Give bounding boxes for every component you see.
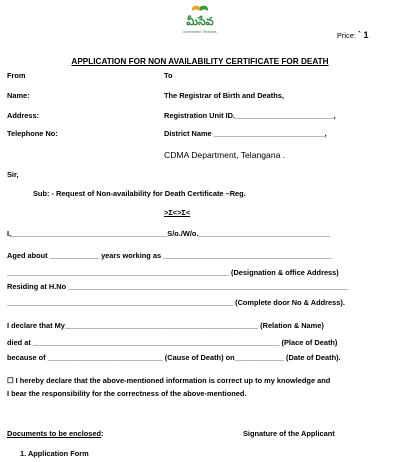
telephone-label: Telephone No: [7, 129, 58, 138]
relation-name-line[interactable]: I declare that My_______________________________________________ (Relation & Name) [7, 321, 324, 330]
logo-tagline: Government. Reaches. [182, 30, 218, 34]
logo-script-text: మీసేవ [186, 15, 214, 28]
price [337, 30, 368, 40]
name-label: Name: [7, 91, 30, 100]
cause-date-line[interactable]: because of ____________________________ (Cause of Death) on____________ (Date of Death). [7, 353, 341, 362]
salutation: Sir, [7, 170, 19, 179]
department-text: CDMA Department, Telangana . [164, 150, 286, 160]
document-item: 1. Application Form [20, 449, 89, 458]
signature-label: Signature of the Applicant [243, 429, 335, 438]
documents-heading [7, 429, 104, 438]
meeseva-logo-graphic [182, 4, 218, 38]
page-title: APPLICATION FOR NON AVAILABILITY CERTIFICATE FOR DEATH [71, 57, 329, 66]
name-relation-line[interactable]: I,______________________________________S/o./W/o.________________________________ [7, 229, 331, 238]
price-label: Price: [337, 31, 356, 40]
declaration-checkbox-line[interactable]: ☐ I hereby declare that the above-mentioned information is correct up to my knowledge and [7, 376, 331, 385]
documents-heading-text: Documents to be enclosed [7, 429, 102, 438]
registration-unit-field[interactable]: Registration Unit ID.________________________, [164, 111, 336, 120]
age-occupation-line[interactable]: Aged about ____________ years working as _________________________________________ [7, 251, 332, 260]
address-line[interactable]: _______________________________________________________ (Complete door No & Address). [7, 298, 345, 307]
address-label: Address: [7, 111, 40, 120]
to-label: To [164, 71, 173, 80]
residence-line[interactable]: Residing at H.No ____________________________________________________________________ [7, 282, 348, 291]
district-field[interactable]: District Name ___________________________, [164, 129, 327, 138]
declaration-line-2: I bear the responsibility for the correctness of the above-mentioned. [7, 389, 247, 398]
registrar-text: The Registrar of Birth and Deaths, [164, 91, 284, 100]
place-of-death-line[interactable]: died at ____________________________________________________________ (Place of Death) [7, 338, 338, 347]
designation-line[interactable]: ______________________________________________________ (Designation & office Address) [7, 268, 339, 277]
separator-mark: >Σ<>Σ< [164, 208, 191, 217]
from-label: From [7, 71, 26, 80]
subject-line: Sub: - Request of Non-availability for Death Certificate –Reg. [33, 189, 246, 198]
documents-heading-colon: : [101, 429, 104, 438]
meeseva-logo [182, 4, 218, 38]
price-value: ` 1 [357, 30, 369, 40]
